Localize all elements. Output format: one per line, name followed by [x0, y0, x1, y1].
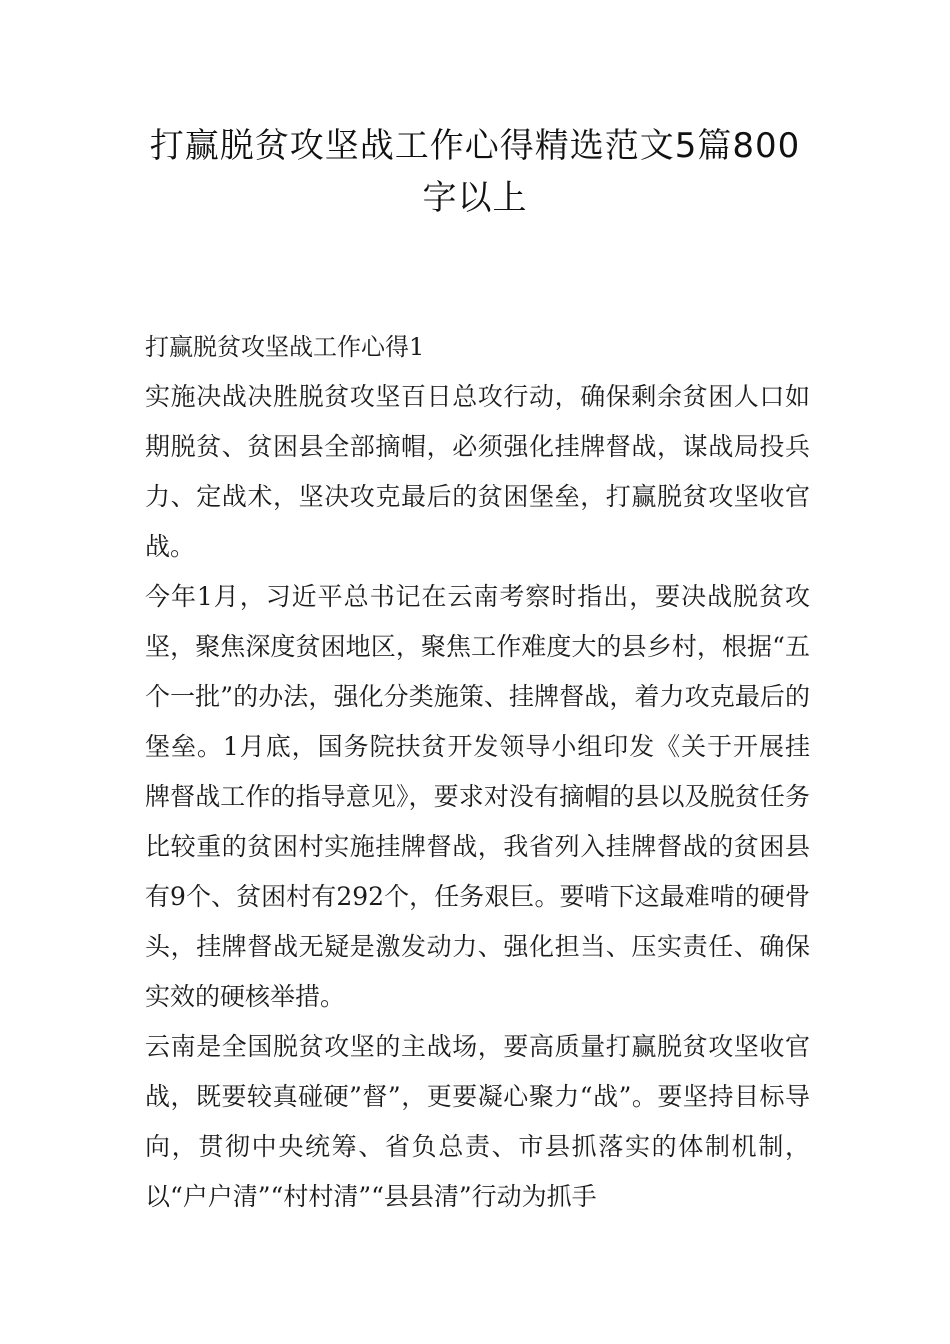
title-line-2: 字以上	[422, 178, 528, 218]
document-body	[145, 322, 810, 1222]
document-title	[130, 120, 820, 224]
paragraph-2: 今年1月，习近平总书记在云南考察时指出，要决战脱贫攻坚，聚焦深度贫困地区，聚焦工作难度大的县乡村，根据“五个一批”的办法，强化分类施策、挂牌督战，着力攻克最后的堡垒。1月底，国务院扶贫开发领导小组印发《关于开展挂牌督战工作的指导意见》，要求对没有摘帽的县以及脱贫任务比较重的贫困村实施挂牌督战，我省列入挂牌督战的贫困县有9个、贫困村有292个，任务艰巨。要啃下这最难啃的硬骨头，挂牌督战无疑是激发动力、强化担当、压实责任、确保实效的硬核举措。	[145, 582, 810, 1011]
paragraph-3: 云南是全国脱贫攻坚的主战场，要高质量打赢脱贫攻坚收官战，既要较真碰硬”督”，更要凝心聚力“战”。要坚持目标导向，贯彻中央统筹、省负总责、市县抓落实的体制机制，以“户户清”“村村清”“县县清”行动为抓手	[145, 1032, 810, 1211]
paragraph-1: 实施决战决胜脱贫攻坚百日总攻行动，确保剩余贫困人口如期脱贫、贫困县全部摘帽，必须强化挂牌督战，谋战局投兵力、定战术，坚决攻克最后的贫困堡垒，打赢脱贫攻坚收官战。	[145, 382, 810, 561]
title-line-1: 打赢脱贫攻坚战工作心得精选范文5篇800	[149, 126, 801, 166]
section-heading: 打赢脱贫攻坚战工作心得1	[145, 333, 425, 361]
